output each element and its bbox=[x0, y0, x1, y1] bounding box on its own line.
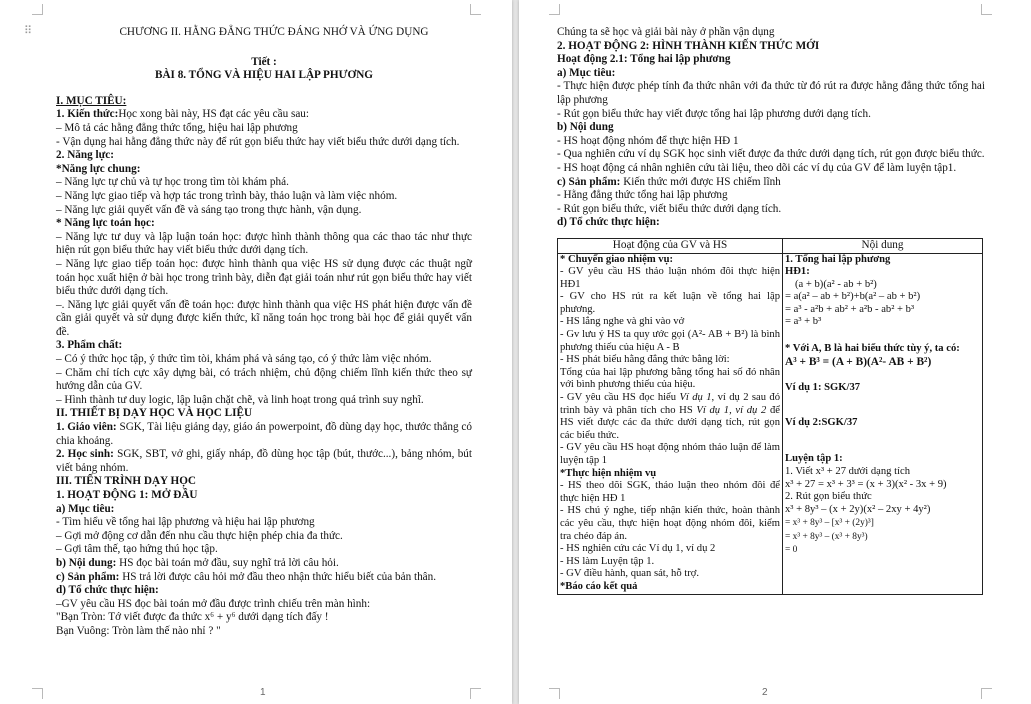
text: - Rút gọn biểu thức, viết biểu thức dưới dạng tích. bbox=[557, 202, 782, 215]
corner-mark bbox=[549, 4, 560, 15]
text: SGK, SBT, vở ghi, giấy nháp, đồ dùng học tập (bút, thước...), bảng nhóm, bút viết bảng nhóm. bbox=[56, 448, 472, 474]
text: – Gợi tâm thế, tạo hứng thú học tập. bbox=[56, 543, 218, 556]
text: – Mô tả các hằng đẳng thức tổng, hiệu hai lập phương bbox=[56, 121, 298, 134]
formula-line: x³ + 27 = x³ + 3³ = (x + 3)(x² - 3x + 9) bbox=[785, 478, 947, 490]
page-number: 2 bbox=[762, 687, 768, 698]
text: – Năng lực giao tiếp và hợp tác trong trình bày, thảo luận và làm việc nhóm. bbox=[56, 189, 398, 202]
text: – Năng lực tự chủ và tự học trong tìm tòi khám phá. bbox=[56, 176, 289, 189]
cell-line: 1. Tổng hai lập phương bbox=[785, 253, 891, 265]
cell-line: - HS nghiên cứu các Ví dụ 1, ví dụ 2 bbox=[560, 543, 716, 555]
cell-line: * Chuyển giao nhiệm vụ: bbox=[560, 253, 674, 265]
drag-handle-icon[interactable]: ⠿ bbox=[24, 24, 34, 37]
subheading: 2. Năng lực: bbox=[56, 149, 114, 162]
text: –. Năng lực giải quyết vấn đề toán học: được hình thành qua việc HS phát hiện được vấn đề cần giải quyết và sử dụng được kiến thức, kĩ năng toán học trong bài học để giải quyết vấn đề. bbox=[56, 298, 472, 338]
text: – Hình thành tư duy logic, lập luận chặt chẽ, và linh hoạt trong quá trình suy nghĩ. bbox=[56, 393, 424, 406]
formula-line: (a + b)(a² - ab + b²) bbox=[795, 278, 877, 290]
text: - Tìm hiểu về tổng hai lập phương và hiệu hai lập phương bbox=[56, 516, 315, 529]
corner-mark bbox=[470, 4, 481, 15]
text: - Thực hiện được phép tính đa thức nhân với đa thức từ đó rút ra được hằng đẳng thức tổng hai lập phương bbox=[557, 80, 985, 106]
text: Chúng ta sẽ học và giải bài này ở phần vận dụng bbox=[557, 26, 775, 38]
formula-line: = a³ + b³ bbox=[785, 316, 822, 328]
text: để HS viết được các đa thức dưới dạng tích, rút gọn các biểu thức. bbox=[560, 404, 780, 441]
subheading: d) Tổ chức thực hiện: bbox=[557, 216, 660, 229]
corner-mark bbox=[32, 4, 43, 15]
label: 2. Học sinh: bbox=[56, 448, 114, 461]
text: - Rút gọn biểu thức hay viết được tổng hai lập phương dưới dạng tích. bbox=[557, 107, 871, 120]
cell-line: Ví dụ 1: SGK/37 bbox=[785, 382, 861, 394]
corner-mark bbox=[981, 688, 992, 699]
cell-line: - GV yêu cầu HS hoạt động nhóm thảo luận để làm luyện tập 1 bbox=[560, 442, 780, 466]
text: SGK, Tài liệu giảng dạy, giáo án powerpoint, đồ dùng dạy học, thước thẳng có chia khoảng. bbox=[56, 421, 472, 447]
text: – Năng lực tư duy và lập luận toán học: được hình thành thông qua các thao tác như thực hiện rút gọn biểu thức hay viết biểu thức dưới dạng tích. bbox=[56, 230, 472, 257]
text: – Gợi mở động cơ dẫn đến nhu cầu thực hiện phép chia đa thức. bbox=[56, 529, 343, 542]
text: - Qua nghiên cứu ví dụ SGK học sinh viết được đa thức dưới dạng tích, rút gọn được biểu thức. bbox=[557, 148, 985, 161]
identity-formula: A³ + B³ = (A + B)(A²- AB + B²) bbox=[785, 355, 932, 368]
activity-table bbox=[557, 238, 983, 595]
cell-line: - GV yêu cầu HS thảo luận nhóm đôi thực hiện HĐ1 bbox=[560, 266, 780, 290]
label: 1. Giáo viên: bbox=[56, 421, 117, 434]
teacher-student-activities bbox=[558, 253, 783, 594]
document-page-1 bbox=[0, 0, 512, 704]
formula-line: = x³ + 8y³ – (x³ + 8y³) bbox=[785, 532, 868, 543]
text: – Năng lực giải quyết vấn đề và sáng tạo trong thực hành, vận dụng. bbox=[56, 203, 362, 216]
cell-line: - HS theo dõi SGK, thảo luận theo nhóm đôi để thực hiện HĐ 1 bbox=[560, 480, 780, 504]
text: - HS hoạt động nhóm để thực hiện HĐ 1 bbox=[557, 134, 739, 147]
formula-line: = x³ + 8y³ – [x³ + (2y)³] bbox=[785, 518, 874, 529]
cell-line: * Với A, B là hai biểu thức tùy ý, ta có: bbox=[785, 343, 960, 355]
table-row bbox=[558, 253, 983, 594]
cell-line: - HS phát biểu hằng đẳng thức bằng lời: bbox=[560, 354, 730, 366]
text: Ví dụ 1, ví dụ 2 bbox=[696, 404, 767, 416]
table-header-row bbox=[558, 238, 983, 253]
text: Kiến thức mới được HS chiếm lĩnh bbox=[620, 175, 781, 188]
section-heading: 2. HOẠT ĐỘNG 2: HÌNH THÀNH KIẾN THỨC MỚI bbox=[557, 39, 820, 52]
subheading: * Năng lực toán học: bbox=[56, 217, 155, 230]
text: HS đọc bài toán mở đầu, suy nghĩ trả lời câu hỏi. bbox=[116, 556, 339, 569]
cell-line: Ví dụ 2:SGK/37 bbox=[785, 416, 858, 428]
text: , ví dụ 2 sau đó trình bày và phân tích cho HS bbox=[560, 392, 780, 416]
page-1-body bbox=[56, 26, 472, 639]
subheading: *Năng lực chung: bbox=[56, 162, 141, 175]
cell-line bbox=[560, 392, 780, 442]
section-heading: III. TIẾN TRÌNH DẠY HỌC bbox=[56, 475, 196, 488]
lesson-period: Tiết : bbox=[251, 55, 277, 68]
text: - GV yêu cầu HS đọc hiểu bbox=[560, 392, 680, 404]
text: HS trả lời được câu hỏi mở đầu theo nhận thức hiểu biết của bản thân. bbox=[119, 570, 437, 583]
column-header: Nội dung bbox=[783, 238, 983, 253]
text: Bạn Vuông: Tròn làm thế nào nhỉ ? " bbox=[56, 624, 221, 637]
section-heading: I. MỤC TIÊU: bbox=[56, 94, 127, 107]
cell-line: Luyện tập 1: bbox=[785, 453, 843, 465]
text: – Có ý thức học tập, ý thức tìm tòi, khám phá và sáng tạo, có ý thức làm việc nhóm. bbox=[56, 353, 432, 366]
text: - HS hoạt động cá nhân nghiên cứu tài liệu, theo dõi các ví dụ của GV để làm luyện tập1. bbox=[557, 161, 957, 174]
cell-line: - HS làm Luyện tập 1. bbox=[560, 555, 655, 567]
label: b) Nội dung: bbox=[56, 556, 117, 569]
cell-line: 2. Rút gọn biểu thức bbox=[785, 491, 872, 503]
cell-line: Tổng của hai lập phương bằng tổng hai số đó nhân với bình phương thiếu của hiệu. bbox=[560, 366, 780, 391]
formula-line: x³ + 8y³ – (x + 2y)(x² – 2xy + 4y²) bbox=[785, 503, 931, 515]
cell-line: 1. Viết x³ + 27 dưới dạng tích bbox=[785, 466, 910, 478]
corner-mark bbox=[32, 688, 43, 699]
corner-mark bbox=[549, 688, 560, 699]
cell-line: - GV điều hành, quan sát, hỗ trợ. bbox=[560, 568, 699, 580]
page-2-body bbox=[557, 26, 985, 595]
cell-line: *Thực hiện nhiệm vụ bbox=[560, 467, 657, 479]
text: – Năng lực giao tiếp toán học: được hình thành qua việc HS sử dụng được các thuật ngữ toán học xuất hiện ở bài học trong trình bày, diễn đạt giải toán như rút gọn biểu thức hay viết biểu thức dưới dạng tích. bbox=[56, 257, 472, 298]
subheading: 1. HOẠT ĐỘNG 1: MỞ ĐẦU bbox=[56, 489, 198, 501]
corner-mark bbox=[470, 688, 481, 699]
page-number: 1 bbox=[260, 687, 266, 698]
subheading: a) Mục tiêu: bbox=[56, 502, 115, 515]
text: –GV yêu cầu HS đọc bài toán mở đầu được trình chiếu trên màn hình: bbox=[56, 597, 371, 610]
formula-line: = a³ - a²b + ab² + a²b - ab² + b³ bbox=[785, 303, 915, 315]
cell-line: *Báo cáo kết quả bbox=[560, 580, 638, 592]
text: Ví dụ 1 bbox=[679, 392, 712, 404]
formula-line: = a(a² – ab + b²)+b(a² – ab + b²) bbox=[785, 291, 921, 303]
text: – Chăm chỉ tích cực xây dựng bài, có trách nhiệm, chủ động chiếm lĩnh kiến thức theo sự hướng dẫn của GV. bbox=[56, 366, 472, 393]
label: 1. Kiến thức: bbox=[56, 108, 119, 121]
text: Học xong bài này, HS đạt các yêu cầu sau: bbox=[118, 108, 309, 121]
cell-line: - HS lắng nghe và ghi vào vở bbox=[560, 316, 685, 328]
cell-line: - HS chú ý nghe, tiếp nhận kiến thức, hoàn thành các yêu cầu, thực hiện hoạt động nhóm đôi, kiểm tra chéo đáp án. bbox=[560, 505, 780, 542]
cell-line: - GV cho HS rút ra kết luận về tổng hai lập phương. bbox=[560, 291, 780, 315]
subheading: 3. Phẩm chất: bbox=[56, 339, 123, 352]
label: c) Sản phẩm: bbox=[557, 175, 621, 188]
subheading: Hoạt động 2.1: Tổng hai lập phương bbox=[557, 53, 731, 66]
text: "Bạn Tròn: Tớ viết được đa thức x⁶ + y⁶ dưới dạng tích đấy ! bbox=[56, 611, 329, 624]
cell-line: - Gv lưu ý HS ta quy ước gọi (A²- AB + B²) là bình phương thiếu của hiệu A - B bbox=[560, 329, 780, 353]
subheading: a) Mục tiêu: bbox=[557, 66, 616, 79]
label: c) Sản phẩm: bbox=[56, 570, 120, 583]
column-header: Hoạt động của GV và HS bbox=[558, 238, 783, 253]
corner-mark bbox=[981, 4, 992, 15]
subheading: d) Tổ chức thực hiện: bbox=[56, 584, 159, 597]
text: - Hằng đẳng thức tổng hai lập phương bbox=[557, 189, 728, 202]
cell-line: HĐ1: bbox=[785, 266, 810, 278]
section-heading: II. THIẾT BỊ DẠY HỌC VÀ HỌC LIỆU bbox=[56, 407, 253, 420]
text: - Vận dụng hai hằng đẳng thức này để rút gọn biểu thức hay viết biểu thức dưới dạng tích. bbox=[56, 135, 460, 148]
formula-line: = 0 bbox=[785, 545, 798, 556]
subheading: b) Nội dung bbox=[557, 121, 614, 134]
lesson-title: BÀI 8. TỔNG VÀ HIỆU HAI LẬP PHƯƠNG bbox=[155, 69, 373, 82]
chapter-title: CHƯƠNG II. HẰNG ĐẲNG THỨC ĐÁNG NHỚ VÀ ỨNG DỤNG bbox=[119, 26, 429, 38]
lesson-content bbox=[783, 253, 983, 594]
document-page-2 bbox=[519, 0, 1031, 704]
